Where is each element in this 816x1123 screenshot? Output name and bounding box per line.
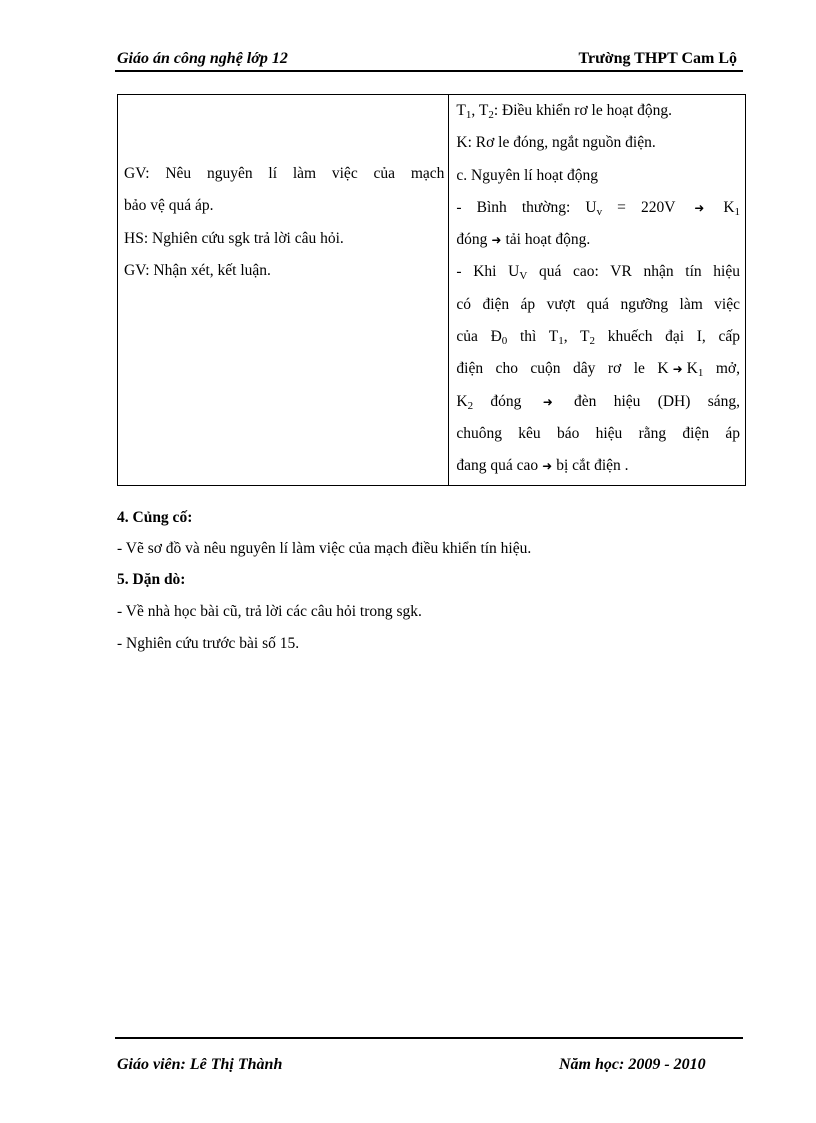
content-line: đang quá cao ➜ bị cắt điện . bbox=[456, 457, 629, 475]
content-line: K: Rơ le đóng, ngắt nguồn điện. bbox=[456, 134, 656, 152]
content-line: chuông kêu báo hiệu rằng điện áp bbox=[456, 424, 740, 442]
arrow-icon: ➜ bbox=[491, 233, 502, 248]
section-5-title: 5. Dặn dò: bbox=[117, 571, 186, 588]
header-course-title: Giáo án công nghệ lớp 12 bbox=[117, 50, 288, 67]
arrow-icon: ➜ bbox=[694, 200, 705, 215]
arrow-icon: ➜ bbox=[542, 394, 553, 409]
section-5-item: - Nghiên cứu trước bài số 15. bbox=[117, 635, 300, 652]
arrow-icon: ➜ bbox=[542, 459, 553, 474]
footer-teacher-name: Giáo viên: Lê Thị Thành bbox=[117, 1056, 283, 1073]
activity-line: HS: Nghiên cứu sgk trả lời câu hỏi. bbox=[124, 229, 344, 247]
lesson-content-cell bbox=[449, 95, 746, 486]
section-5-item: - Về nhà học bài cũ, trả lời các câu hỏi trong sgk. bbox=[117, 603, 422, 620]
footer-divider bbox=[115, 1037, 743, 1039]
activity-line: GV: Nhận xét, kết luận. bbox=[124, 261, 271, 279]
table-row bbox=[118, 95, 746, 486]
content-line: có điện áp vượt quá ngưỡng làm việc bbox=[456, 295, 740, 313]
content-line: $K_2$ đóng ➜ đèn hiệu (DH) sáng, bbox=[456, 392, 740, 412]
section-4-item: - Vẽ sơ đồ và nêu nguyên lí làm việc của mạch điều khiển tín hiệu. bbox=[117, 540, 532, 557]
section-4-title: 4. Củng cố: bbox=[117, 509, 193, 526]
content-line: - Khi $U_V$ quá cao: VR nhận tín hiệu bbox=[456, 263, 740, 283]
header-school-name: Trường THPT Cam Lộ bbox=[578, 50, 737, 67]
footer-school-year: Năm học: 2009 - 2010 bbox=[559, 1056, 706, 1073]
lesson-table bbox=[117, 94, 746, 486]
page-header bbox=[115, 48, 743, 72]
activity-line: GV: Nêu nguyên lí làm việc của mạch bbox=[124, 165, 445, 182]
content-line: của $Đ_0$ thì $T_1$, $T_2$ khuếch đại I, cấp bbox=[456, 328, 740, 348]
content-line: điện cho cuộn dây rơ le K ➜ $K_1$ mở, bbox=[456, 360, 740, 380]
content-line: - Bình thường: $U_v = 220V$ ➜ $K_1$ bbox=[456, 198, 741, 218]
arrow-icon: ➜ bbox=[672, 362, 683, 377]
content-subheading: c. Nguyên lí hoạt động bbox=[456, 166, 599, 184]
content-line: đóng ➜ tải hoạt động. bbox=[456, 231, 591, 249]
activity-line: bảo vệ quá áp. bbox=[124, 197, 214, 215]
content-line: $T_1$, $T_2$: Điều khiển rơ le hoạt động. bbox=[456, 102, 673, 121]
teacher-student-activities-cell bbox=[118, 95, 449, 486]
